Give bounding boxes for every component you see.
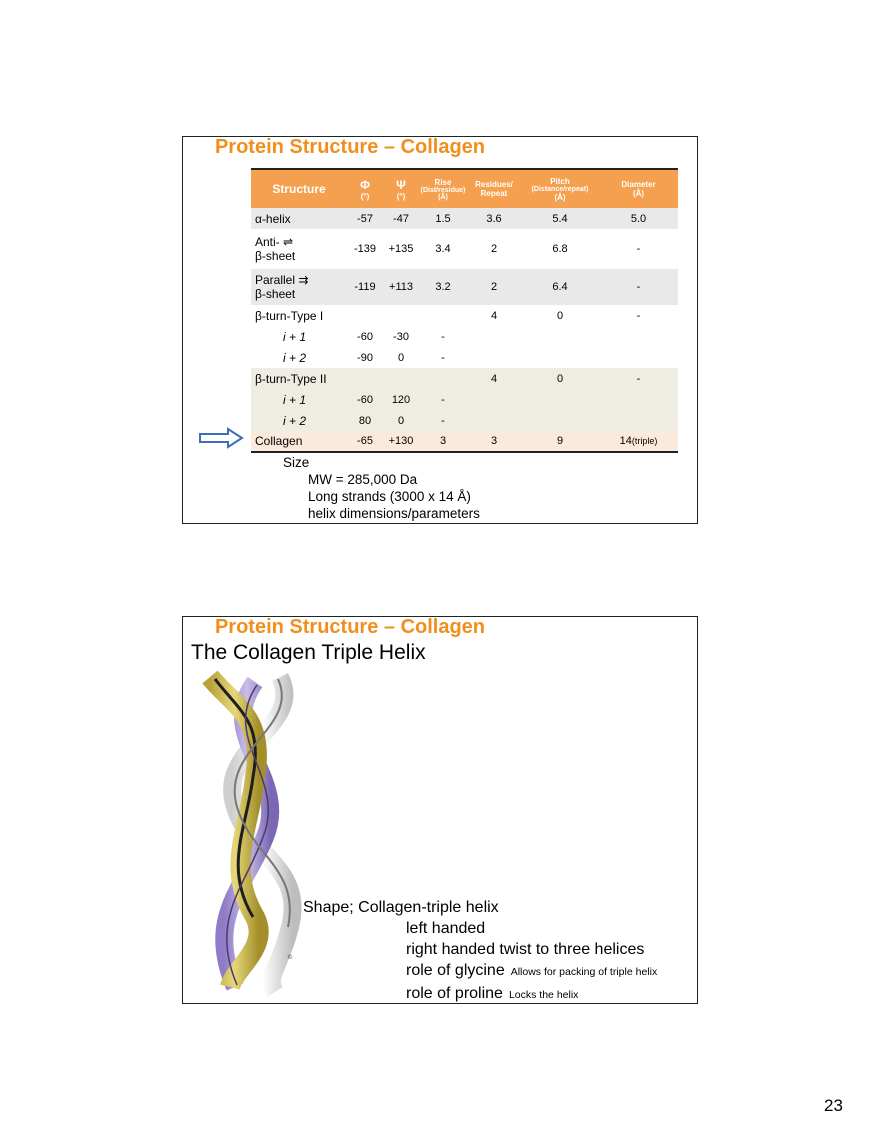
slide-title: Protein Structure – Collagen	[214, 616, 486, 638]
header-phi: Φ (°)	[347, 169, 383, 208]
slide-title: Protein Structure – Collagen	[214, 136, 486, 158]
right-twist: right handed twist to three helices	[406, 941, 645, 958]
table-row: β-turn-Type II 4 0 -	[251, 368, 678, 389]
header-residues: Residues/ Repeat	[467, 169, 521, 208]
size-mw: MW = 285,000 Da	[308, 472, 418, 487]
svg-text:©: ©	[287, 954, 293, 961]
proline-line: role of proline Locks the helix	[406, 985, 579, 1002]
size-dims: helix dimensions/parameters	[308, 506, 480, 521]
arrow-right-icon	[198, 427, 244, 449]
header-psi: Ψ (°)	[383, 169, 419, 208]
size-strands: Long strands (3000 x 14 Å)	[308, 489, 471, 504]
table-row: i + 1 -60 -30 -	[283, 329, 445, 344]
header-diameter: Diameter (Å)	[599, 169, 678, 208]
size-label: Size	[283, 455, 310, 470]
shape-label: Shape; Collagen-triple helix	[303, 899, 499, 916]
table-row: β-turn-Type I 4 0 -	[255, 308, 641, 323]
table-row: i + 2 80 0 -	[251, 410, 678, 431]
table-row: Parallel ⇉ β-sheet -119 +113 3.2 2 6.4 -	[251, 269, 678, 305]
table-header-row	[251, 169, 678, 208]
slide-table	[182, 136, 698, 524]
shape-description	[303, 897, 657, 1006]
header-structure: Structure	[251, 169, 347, 208]
table-row: α-helix -57 -47 1.5 3.6 5.4 5.0	[251, 208, 678, 229]
slide-heading: The Collagen Triple Helix	[191, 641, 426, 664]
helix-parameters-table	[251, 168, 678, 453]
table-row-collagen: Collagen -65 +130 3 3 9 14(triple)	[251, 431, 678, 452]
header-pitch: Pitch (Distance/repeat) (Å)	[521, 169, 599, 208]
table-row: i + 2 -90 0 -	[283, 350, 445, 365]
table-row: Anti- ⇌ β-sheet -139 +135 3.4 2 6.8 -	[255, 235, 641, 263]
glycine-line: role of glycine Allows for packing of triple helix	[406, 962, 658, 979]
triple-helix-illustration	[195, 667, 305, 997]
page-number: 23	[824, 1096, 843, 1115]
size-block	[283, 454, 480, 522]
header-rise: Rise (Dist/residue) (Å)	[419, 169, 467, 208]
slide-triple-helix	[182, 616, 698, 1004]
left-handed: left handed	[406, 920, 486, 937]
table-row: i + 1 -60 120 -	[251, 389, 678, 410]
